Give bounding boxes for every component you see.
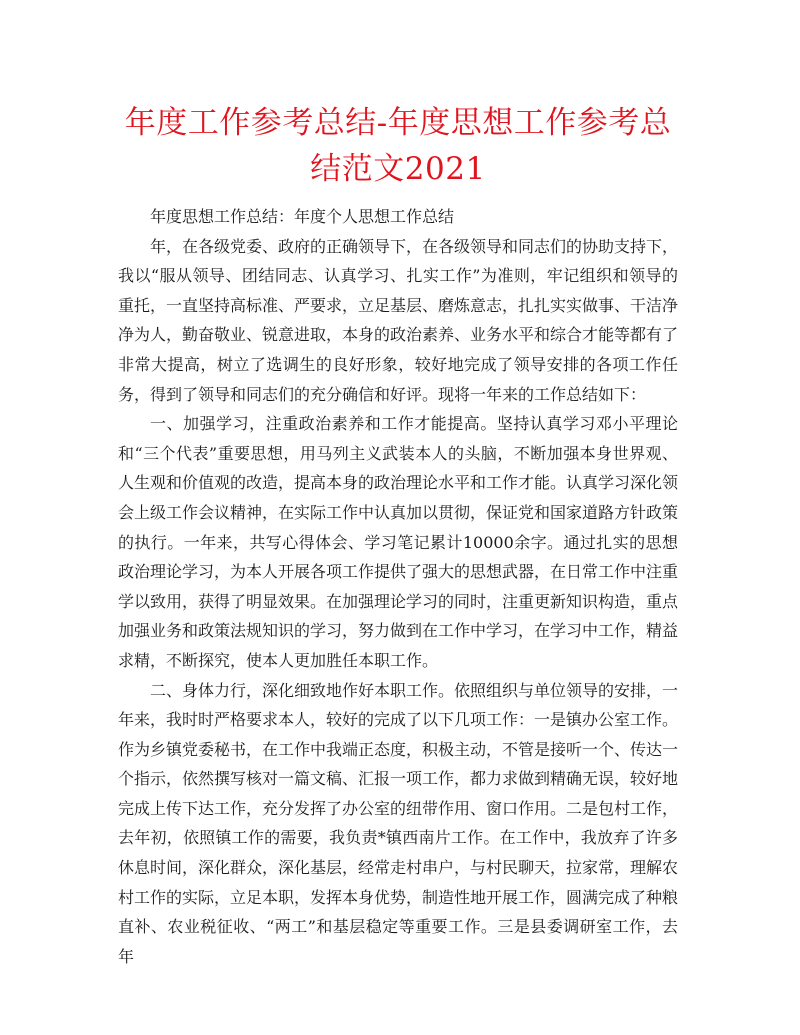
- document-title: 年度工作参考总结-年度思想工作参考总结范文2021: [124, 105, 672, 187]
- document-body: [118, 202, 678, 971]
- document-subtitle: 年度思想工作总结：年度个人思想工作总结: [150, 207, 455, 226]
- paragraph-intro: 年，在各级党委、政府的正确领导下，在各级领导和同志们的协助支持下，我以“服从领导、团结同志、认真学习、扎实工作”为准则，牢记组织和领导的重托，一直坚持高标准、严要求，立足基层、磨炼意志，扎扎实实做事、干洁净净为人，勤奋敬业、锐意进取，本身的政治素养、业务水平和综合才能等都有了非常大提高，树立了选调生的良好形象，较好地完成了领导安排的各项工作任务，得到了领导和同志们的充分确信和好评。现将一年来的工作总结如下：: [118, 236, 679, 404]
- paragraph-section-1: 一、加强学习，注重政治素养和工作才能提高。坚持认真学习邓小平理论和“三个代表”重要思想，用马列主义武装本人的头脑，不断加强本身世界观、人生观和价值观的改造，提高本身的政治理论水平和工作才能。认真学习深化领会上级工作会议精神，在实际工作中认真加以贯彻，保证党和国家道路方针政策的执行。一年来，共写心得体会、学习笔记累计10000余字。通过扎实的思想政治理论学习，为本人开展各项工作提供了强大的思想武器，在日常工作中注重学以致用，获得了明显效果。在加强理论学习的同时，注重更新知识构造，重点加强业务和政策法规知识的学习，努力做到在工作中学习，在学习中工作，精益求精，不断探究，使本人更加胜任本职工作。: [118, 414, 679, 670]
- paragraph-section-2: 二、身体力行，深化细致地作好本职工作。依照组织与单位领导的安排，一年来，我时时严格要求本人，较好的完成了以下几项工作：一是镇办公室工作。作为乡镇党委秘书，在工作中我端正态度，积极主动，不管是接听一个、传达一个指示，依然撰写核对一篇文稿、汇报一项工作，都力求做到精确无误，较好地完成上传下达工作，充分发挥了办公室的纽带作用、窗口作用。二是包村工作，去年初，依照镇工作的需要，我负责*镇西南片工作。在工作中，我放弃了许多休息时间，深化群众，深化基层，经常走村串户，与村民聊天，拉家常，理解农村工作的实际，立足本职，发挥本身优势，制造性地开展工作，圆满完成了种粮直补、农业税征收、“两工”和基层稳定等重要工作。三是县委调研室工作，去年: [118, 680, 679, 966]
